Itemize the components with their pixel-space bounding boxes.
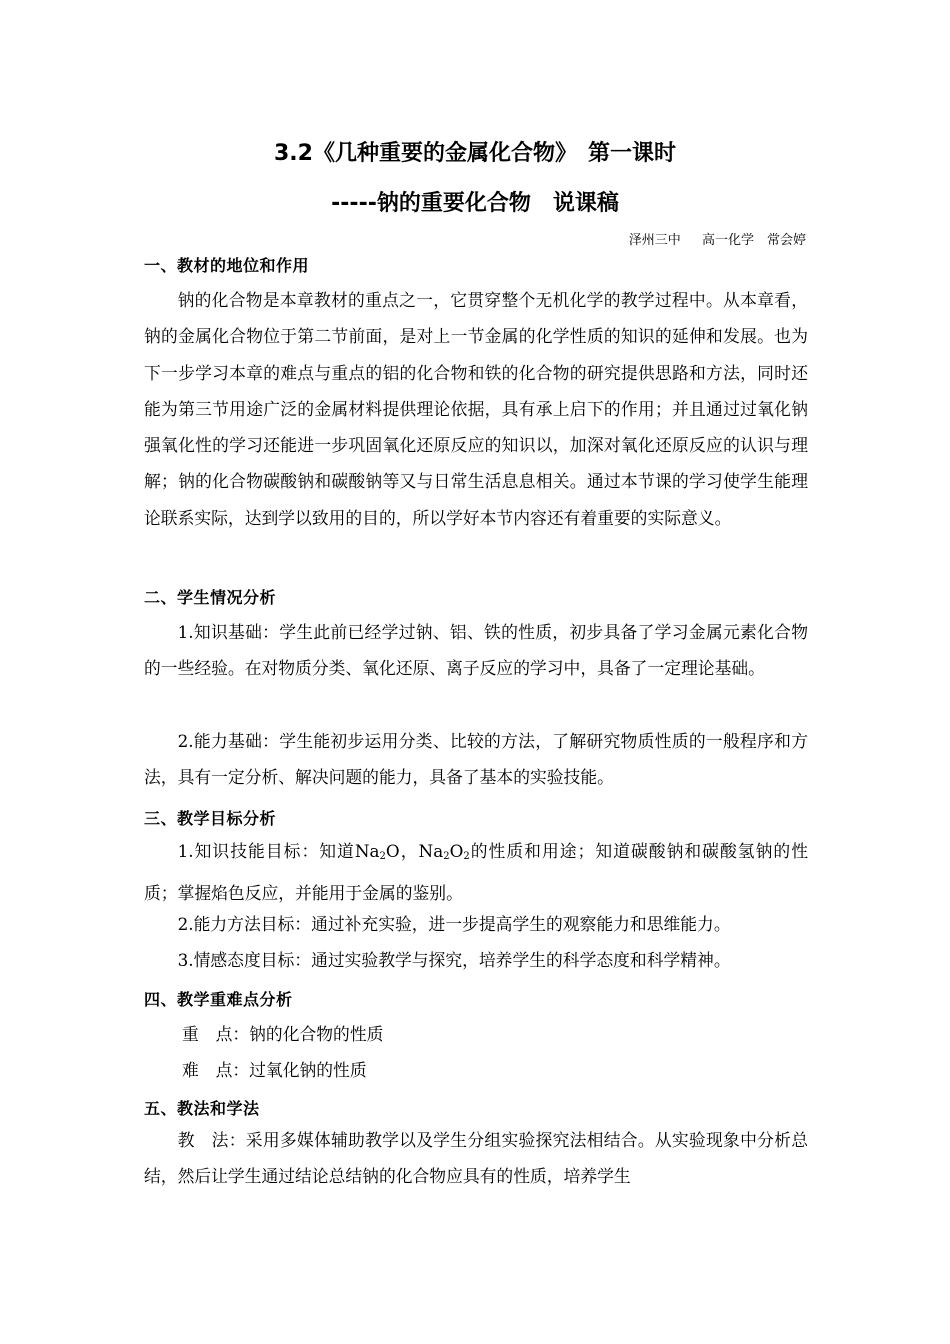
- goal-knowledge: 1.知识技能目标：知道$Na_2O$，$Na_2O_2$的性质和用途；知道碳酸钠和碳酸氢钠的性质；掌握焰色反应，并能用于金属的鉴别。: [144, 841, 808, 904]
- document-subtitle: -----钠的重要化合物 说课稿: [331, 191, 619, 216]
- section-heading-4: 四、教学重难点分析: [144, 990, 293, 1009]
- section-1-paragraph: 钠的化合物是本章教材的重点之一，它贯穿整个无机化学的教学过程中。从本章看，钠的金属化合物位于第二节前面，是对上一节金属的化学性质的知识的延伸和发展。也为下一步学习本章的难点与重点的铝的化合物和铁的化合物的研究提供思路和方法，同时还能为第三节用途广泛的金属材料提供理论依据，具有承上启下的作用；并且通过过氧化钠强氧化性的学习还能进一步巩固氧化还原反应的知识以，加深对氧化还原反应的认识与理解；钠的化合物碳酸钠和碳酸钠等又与日常生活息息相关。通过本节课的学习使学生能理论联系实际，达到学以致用的目的，所以学好本节内容还有着重要的实际意义。: [144, 290, 808, 528]
- key-point: 重 点：钠的化合物的性质: [182, 1024, 384, 1044]
- section-2-paragraph-2: 2.能力基础：学生能初步运用分类、比较的方法，了解研究物质性质的一般程序和方法，具有一定分析、解决问题的能力，具备了基本的实验技能。: [144, 731, 808, 788]
- section-5-paragraph: 教 法：采用多媒体辅助教学以及学生分组实验探究法相结合。从实验现象中分析总结，然后让学生通过结论总结钠的化合物应具有的性质，培养学生: [144, 1130, 808, 1187]
- goal-ability: 2.能力方法目标：通过补充实验，进一步提高学生的观察能力和思维能力。: [177, 914, 731, 934]
- document-title: 3.2《几种重要的金属化合物》 第一课时: [274, 141, 676, 166]
- author-line: 泽州三中 高一化学 常会婷: [628, 233, 806, 248]
- section-2-paragraph-1: 1.知识基础：学生此前已经学过钠、铝、铁的性质，初步具备了学习金属元素化合物的一些经验。在对物质分类、氧化还原、离子反应的学习中，具备了一定理论基础。: [144, 622, 808, 679]
- section-heading-2: 二、学生情况分析: [144, 588, 277, 607]
- goal-attitude: 3.情感态度目标：通过实验教学与探究，培养学生的科学态度和科学精神。: [177, 950, 731, 970]
- section-heading-3: 三、教学目标分析: [144, 809, 277, 828]
- section-heading-5: 五、教法和学法: [144, 1099, 260, 1118]
- difficult-point: 难 点：过氧化钠的性质: [182, 1060, 367, 1080]
- section-heading-1: 一、教材的地位和作用: [144, 256, 310, 275]
